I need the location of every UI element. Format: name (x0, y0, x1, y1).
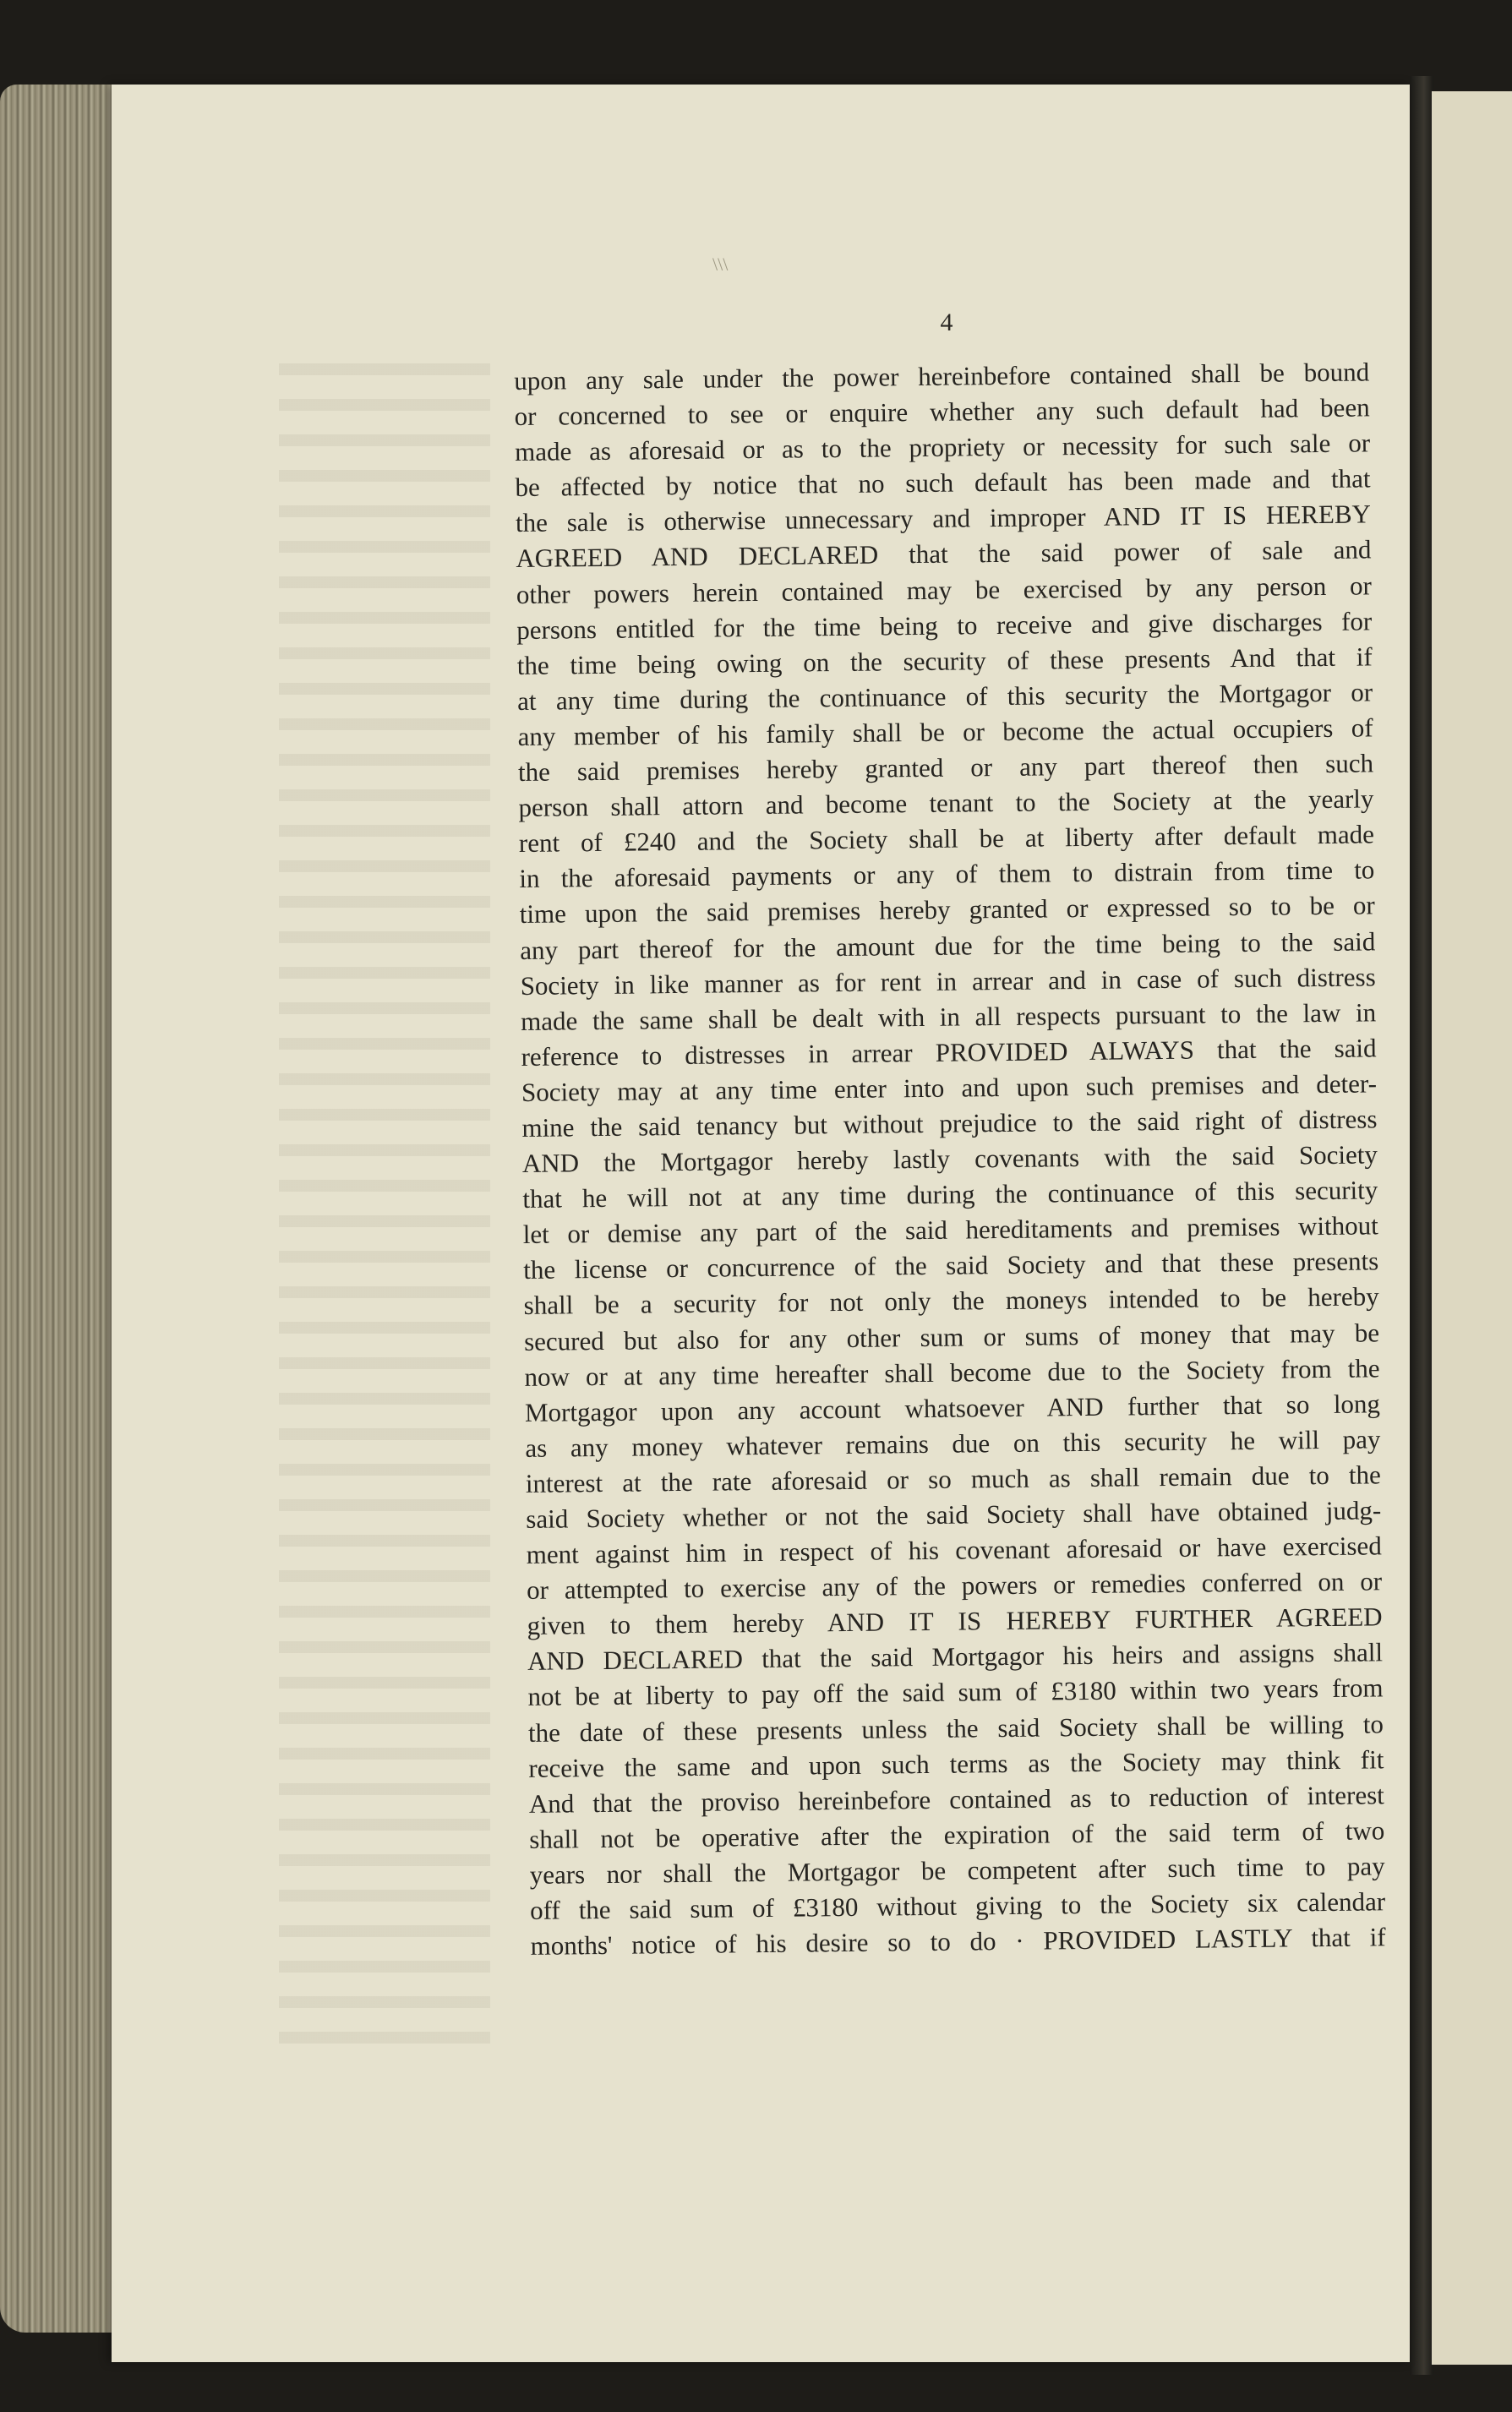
page-number: 4 (940, 308, 953, 336)
binding-mark: \\\ (712, 254, 729, 275)
document-body (514, 354, 1386, 1964)
text-line: ment against him in respect of his covenant aforesaid or have exercised (526, 1531, 1382, 1570)
text-line: the date of these presents unless the said Society shall be willing to (527, 1708, 1384, 1748)
text-line: made as aforesaid or as to the propriety or necessity for such sale or (514, 428, 1371, 467)
text-line: that he will not at any time during the continuance of this security (522, 1175, 1378, 1214)
text-line: at any time during the continuance of this security the Mortgagor or (516, 677, 1373, 716)
text-line: made the same shall be dealt with in all respects pursuant to the law in (520, 997, 1377, 1036)
text-line: or concerned to see or enquire whether any such default had been (514, 392, 1370, 432)
text-line: off the said sum of £3180 without giving to the Society six calendar (529, 1886, 1386, 1925)
text-line: AND DECLARED that the said Mortgagor his heirs and assigns shall (527, 1637, 1384, 1677)
text-line: the license or concurrence of the said Society and that these presents (523, 1246, 1379, 1285)
text-line: any part thereof for the amount due for the time being to the said (520, 925, 1376, 965)
text-line: AND the Mortgagor hereby lastly covenants with the said Society (521, 1139, 1378, 1179)
text-line: in the aforesaid payments or any of them to distrain from time to (519, 854, 1375, 894)
text-line: AGREED AND DECLARED that the said power of sale and (516, 534, 1372, 574)
text-line: Society may at any time enter into and upon such premises and deter- (521, 1068, 1378, 1107)
text-line: receive the same and upon such terms as the Society may think fit (528, 1744, 1384, 1783)
text-line: secured but also for any other sum or sums of money that may be (523, 1317, 1380, 1356)
book-page-edges (0, 85, 127, 2333)
text-line: be affected by notice that no such default has been made and that (515, 463, 1371, 503)
text-line: And that the proviso hereinbefore contained as to reduction of interest (528, 1780, 1384, 1819)
text-line: Society in like manner as for rent in arrear and in case of such distress (520, 961, 1376, 1001)
text-line: given to them hereby AND IT IS HEREBY FURTHER AGREED (527, 1602, 1383, 1641)
text-line: not be at liberty to pay off the said sum of £3180 within two years from (527, 1673, 1384, 1712)
facing-page (1432, 91, 1512, 2365)
text-line: now or at any time hereafter shall become due to the Society from the (524, 1352, 1380, 1392)
text-line: persons entitled for the time being to receive and give discharges for (516, 606, 1373, 645)
text-line: any member of his family shall be or become the actual occupiers of (517, 712, 1373, 751)
text-line: mine the said tenancy but without prejudice to the said right of distress (521, 1104, 1378, 1143)
text-line: the time being owing on the security of these presents And that if (516, 641, 1373, 680)
text-line: years nor shall the Mortgagor be competent after such time to pay (529, 1851, 1385, 1890)
text-line: as any money whatever remains due on this security he will pay (525, 1424, 1381, 1463)
text-line: person shall attorn and become tenant to the Society at the yearly (518, 783, 1374, 823)
text-line: Mortgagor upon any account whatsoever AND further that so long (524, 1389, 1381, 1427)
text-line: shall be a security for not only the moneys intended to be hereby (523, 1281, 1379, 1321)
text-line: shall not be operative after the expiration of the said term of two (529, 1815, 1385, 1854)
text-line: interest at the rate aforesaid or so much as shall remain due to the (525, 1460, 1382, 1498)
text-line: the said premises hereby granted or any part thereof then such (517, 748, 1374, 788)
text-line: time upon the said premises hereby granted or expressed so to be or (519, 890, 1375, 930)
text-line: reference to distresses in arrear PROVIDED ALWAYS that the said (521, 1033, 1377, 1072)
text-line: let or demise any part of the said hereditaments and premises without (522, 1210, 1378, 1250)
text-line: other powers herein contained may be exercised by any person or (516, 570, 1372, 609)
text-line: months' notice of his desire so to do · PROVIDED LASTLY that if (530, 1922, 1386, 1962)
show-through-text (279, 363, 490, 2054)
text-line: said Society whether or not the said Society shall have obtained judg- (526, 1495, 1382, 1534)
text-line: or attempted to exercise any of the powers or remedies conferred on or (527, 1566, 1383, 1606)
text-line: the sale is otherwise unnecessary and improper AND IT IS HEREBY (515, 499, 1372, 538)
text-line: upon any sale under the power hereinbefore contained shall be bound (514, 357, 1370, 396)
text-line: rent of £240 and the Society shall be at liberty after default made (518, 819, 1375, 859)
book-gutter (1410, 76, 1433, 2375)
